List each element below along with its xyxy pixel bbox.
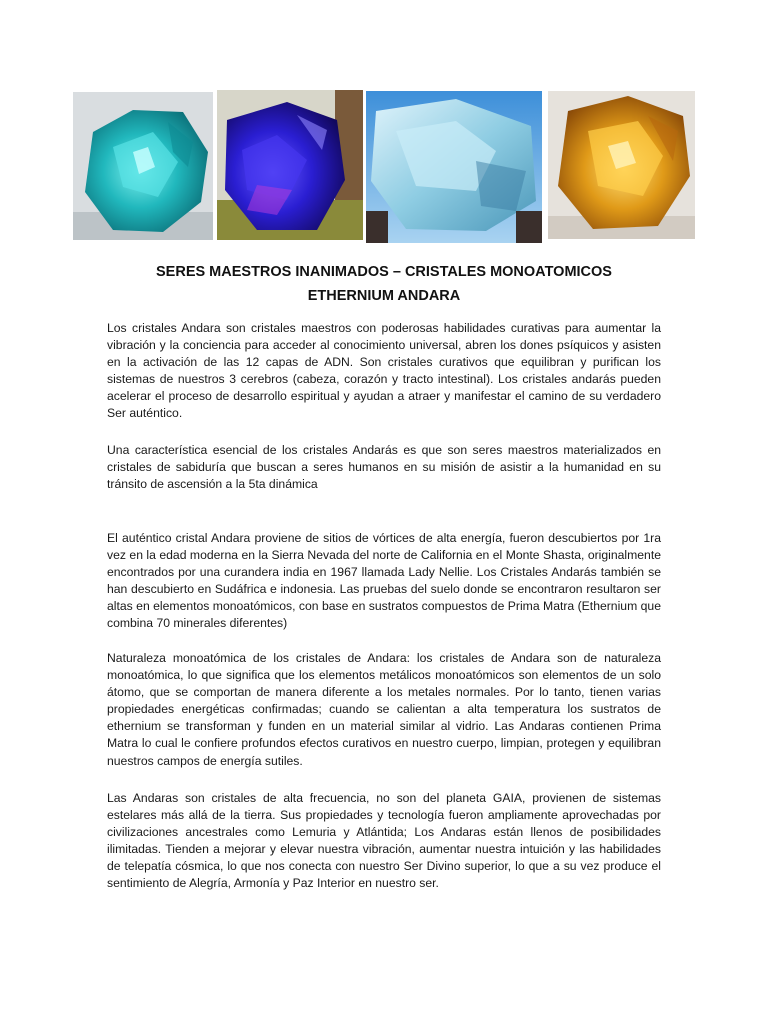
paragraph-intro: Los cristales Andara son cristales maestros con poderosas habilidades curativas para aumentar la vibración y la conciencia para acceder al conocimiento universal, abren los dones psíquicos y asisten en la activación de las 12 capas de ADN. Son cristales curativos que equilibran y purifican los sistemas de nuestros 3 cerebros (cabeza, corazón y tracto intestinal). Los cristales andarás pueden acelerar el proceso de desarrollo espiritual y ayudan a atraer y manifestar el camino de su verdadero Ser auténtico. [107,321,661,421]
turquoise-crystal-photo [73,92,213,240]
document-title: SERES MAESTROS INANIMADOS – CRISTALES MONOATOMICOS [156,264,612,280]
paragraph-monoatomic-nature: Naturaleza monoatómica de los cristales de Andara: los cristales de Andara son de naturaleza monoatómica, lo que significa que los elementos metálicos monoatómicos son elementos de un solo átomo, que se comportan de manera diferente a los metales normales. Por lo tanto, tienen varias propiedades energéticas confirmadas; cuando se calientan a alta temperatura los sustratos de ethernium se transforman y funden en un material similar al vidrio. Las Andaras contienen Prima Matra lo cual le confiere profundos efectos curativos en nuestro cuerpo, limpian, protegen y equilibran nuestros campos de energía sutiles. [107,651,661,768]
clear-aqua-crystal-photo [366,91,542,243]
paragraph-origin: El auténtico cristal Andara proviene de sitios de vórtices de alta energía, fueron descubiertos por 1ra vez en la edad moderna en la Sierra Nevada del norte de California en el Monte Shasta, originalmente encontrados por una curandera india en 1967 llamada Lady Nellie. Los Cristales Andarás también se han descubierto en Sudáfrica e indonesia. Las pruebas del suelo donde se encontraron resultaron ser altas en elementos monoatómicos, con base en sustratos compuestos de Prima Matra (Ethernium que combina 70 minerales diferentes) [107,531,661,631]
document-subtitle: ETHERNIUM ANDARA [307,288,461,304]
crystal-photo-strip [73,90,695,242]
amber-crystal-photo [548,91,695,239]
blue-violet-crystal-photo [217,90,363,240]
paragraph-characteristic: Una característica esencial de los cristales Andarás es que son seres maestros materializados en cristales de sabiduría que buscan a seres humanos en su misión de asistir a la humanidad en su tránsito de ascensión a la 5ta dinámica [107,443,661,492]
paragraph-high-frequency: Las Andaras son cristales de alta frecuencia, no son del planeta GAIA, provienen de sistemas estelares más allá de la tierra. Sus propiedades y tecnología fueron ampliamente aprovechadas por civilizaciones ancestrales como Lemuria y Atlántida; Los Andaras están llenos de posibilidades ilimitadas. Tienden a mejorar y elevar nuestra vibración, aumentar nuestra intuición y las habilidades de telepatía cósmica, lo que nos conecta con nuestro Ser Divino superior, lo que a su vez produce el sentimiento de Alegría, Armonía y Paz Interior en nuestro ser. [107,791,661,891]
